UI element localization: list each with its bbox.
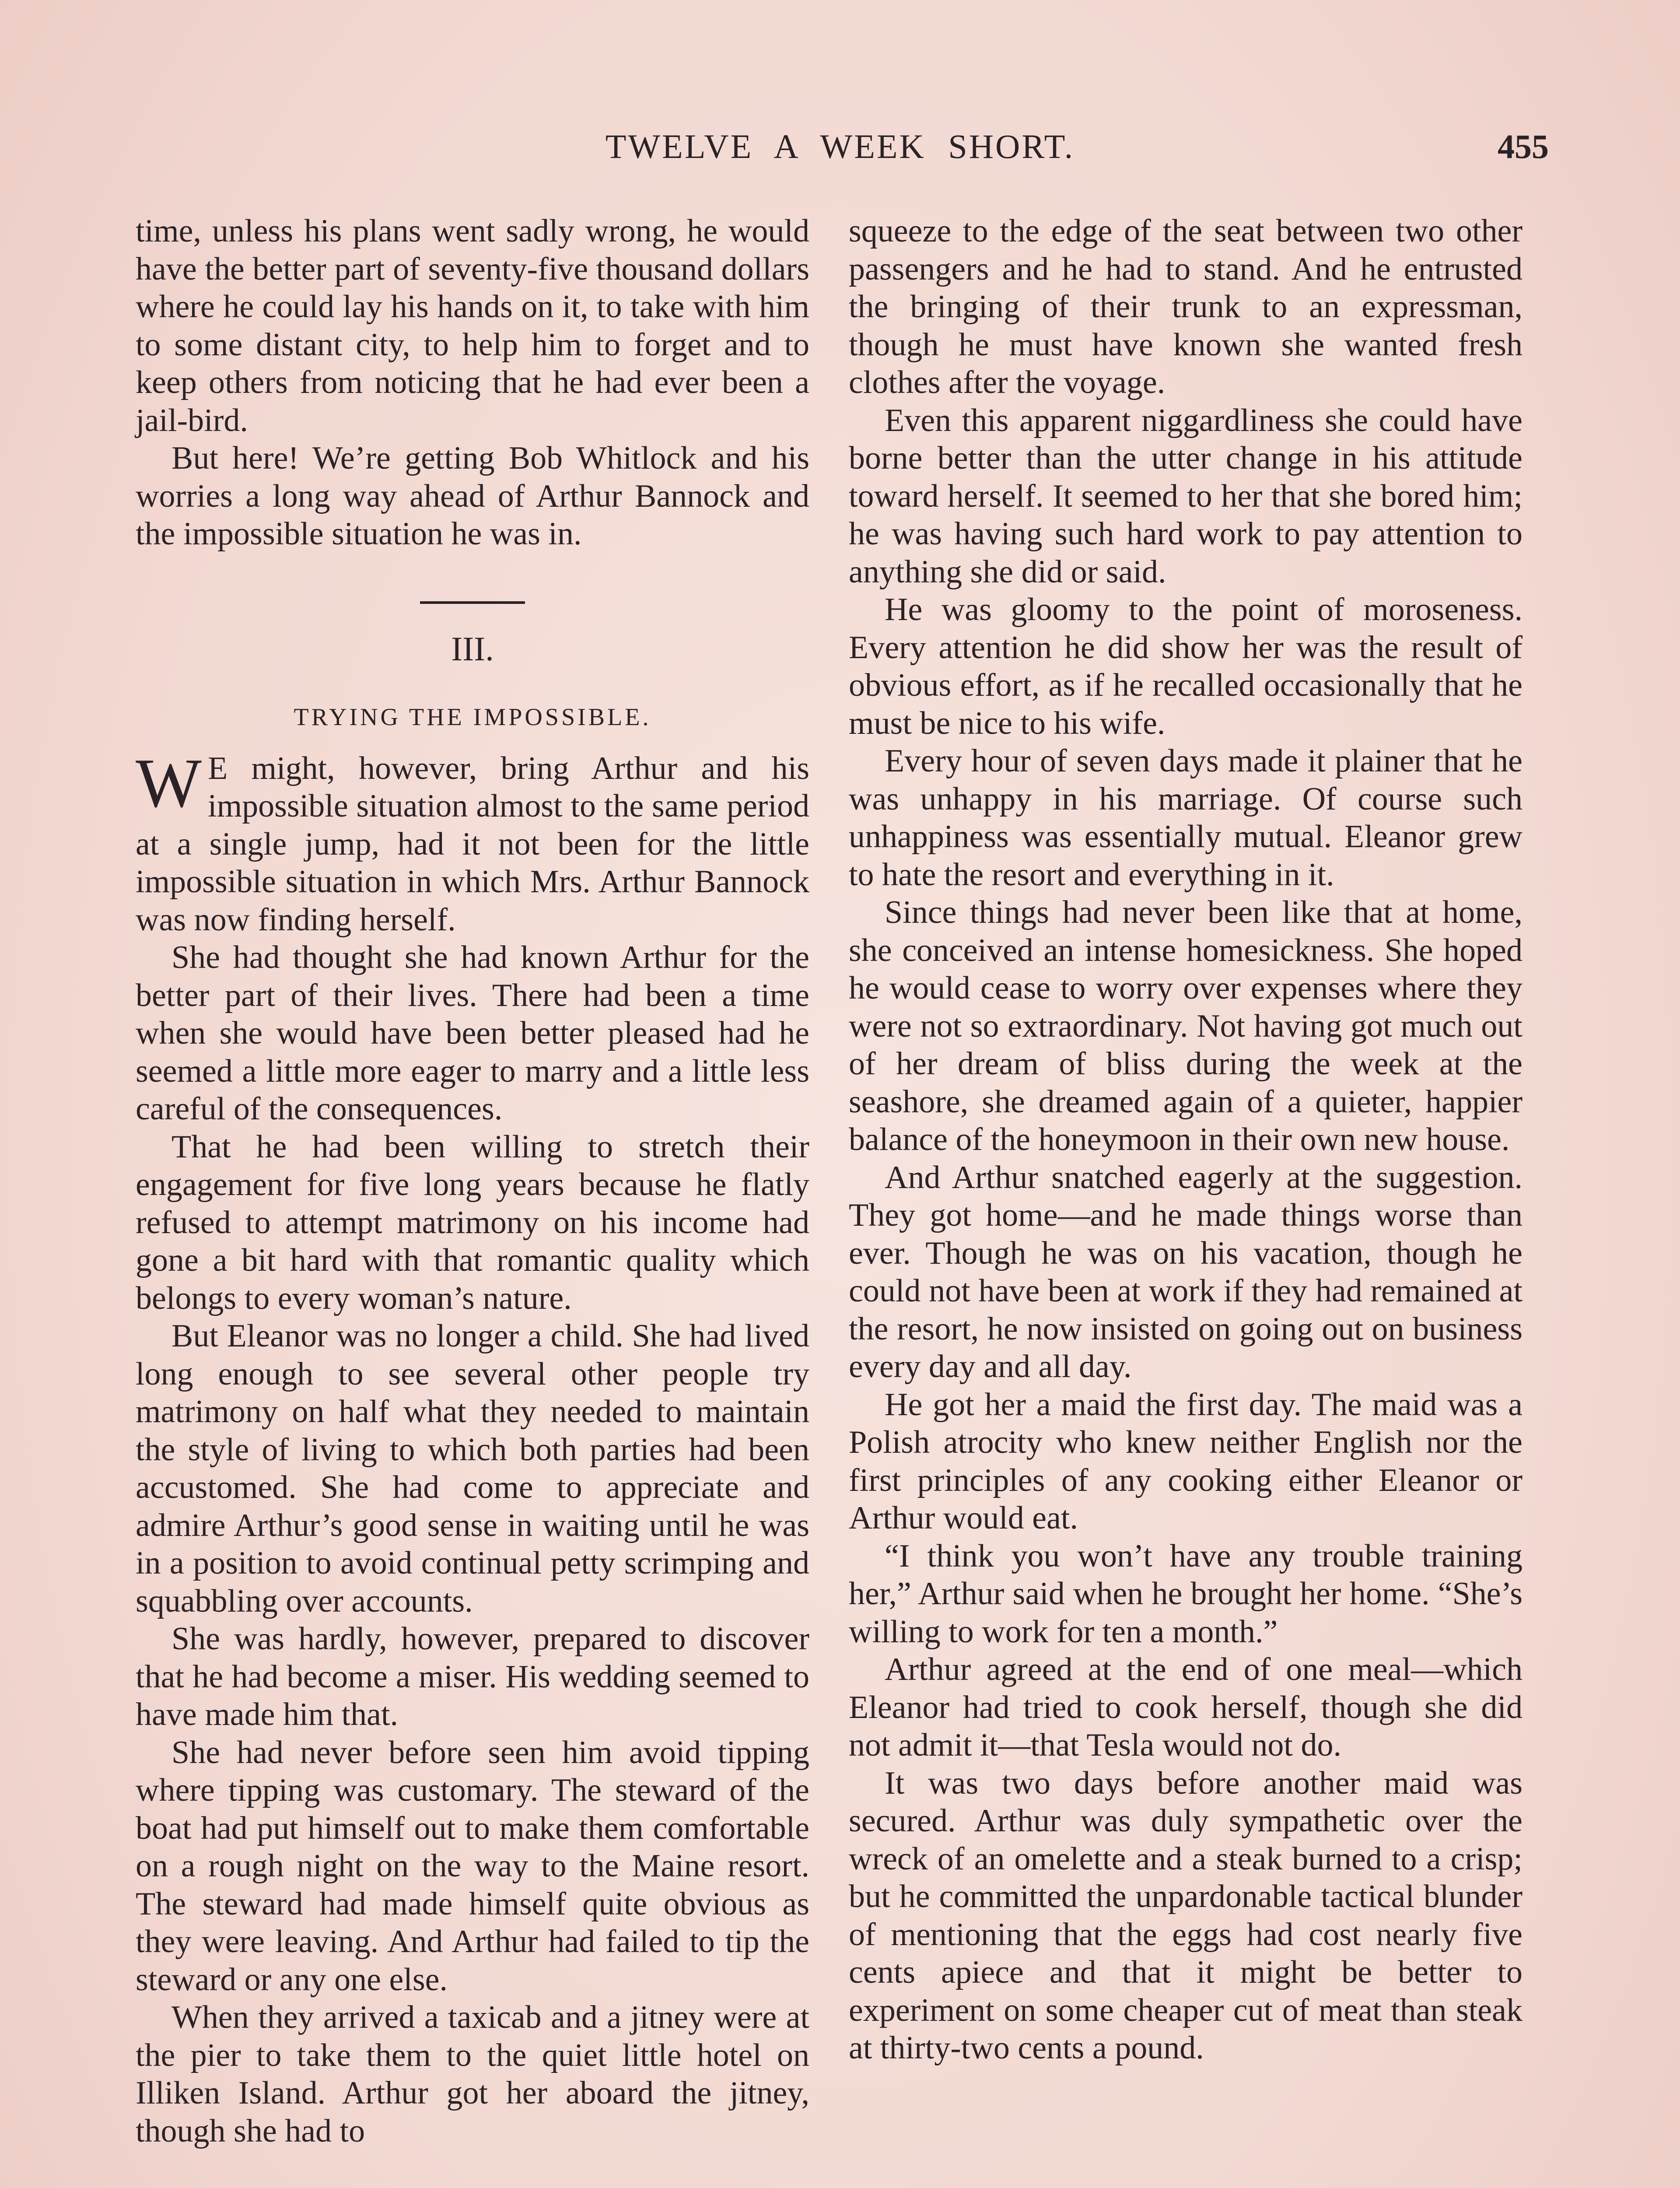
paragraph: She had thought she had known Arthur for the better part of their lives. There had been a time when she would have been better pleased had he seemed a little more eager to marry and a little less careful of the consequences.	[136, 940, 809, 1127]
left-column	[136, 212, 809, 2150]
drop-cap: W	[136, 743, 202, 822]
section-divider	[420, 601, 525, 604]
page-header	[131, 127, 1549, 179]
paragraph: Since things had never been like that at home, she conceived an intense homesickness. She hoped he would cease to worry over expenses where they were not so extraordinary. Not having got much out of her dream of bliss during the week at the seashore, she dreamed again of a quieter, happier balance of the honeymoon in their own new house.	[849, 894, 1522, 1157]
paragraph: time, unless his plans went sadly wrong, he would have the better part of seventy-five thousand dollars where he could lay his hands on it, to take with him to some distant city, to help him to forget and to keep others from noticing that he had ever been a jail-bird.	[136, 213, 809, 438]
paragraph: He got her a maid the first day. The maid was a Polish atrocity who knew neither English nor the first principles of any cooking either Eleanor or Arthur would eat.	[849, 1386, 1522, 1536]
dropcap-paragraph-text: might, however, bring Arthur and his impossible situation almost to the same period at a single jump, had it not been for the little impossible situation in which Mrs. Arthur Bannock was now finding herself.	[136, 750, 809, 938]
paragraph: He was gloomy to the point of moroseness. Every attention he did show her was the result of obvious effort, as if he recalled occasionally that he must be nice to his wife.	[849, 592, 1522, 741]
right-column	[849, 212, 1522, 2067]
section-title: TRYING THE IMPOSSIBLE.	[294, 704, 651, 731]
drop-cap-lead: E	[208, 750, 228, 786]
paragraph: Arthur agreed at the end of one meal—which Eleanor had tried to cook herself, though she did not admit it—that Tesla would not do.	[849, 1652, 1522, 1763]
running-title: TWELVE A WEEK SHORT.	[605, 127, 1075, 165]
paragraph: She was hardly, however, prepared to discover that he had become a miser. His wedding seemed to have made him that.	[136, 1621, 809, 1732]
paragraph: Every hour of seven days made it plainer that he was unhappy in his marriage. Of course such unhappiness was essentially mutual. Eleanor grew to hate the resort and everything in it.	[849, 743, 1522, 893]
paragraph: Even this apparent niggardliness she could have borne better than the utter change in his attitude toward herself. It seemed to her that she bored him; he was having such hard work to pay attention to anything she did or said.	[849, 402, 1522, 590]
paragraph: But here! We’re getting Bob Whitlock and his worries a long way ahead of Arthur Bannock and the impossible situation he was in.	[136, 440, 809, 552]
paragraph: It was two days before another maid was secured. Arthur was duly sympathetic over the wreck of an omelette and a steak burned to a crisp; but he committed the unpardonable tactical blunder of mentioning that the eggs had cost nearly five cents apiece and that it might be better to experiment on some cheaper cut of meat than steak at thirty-two cents a pound.	[849, 1765, 1522, 2066]
paragraph: She had never before seen him avoid tipping where tipping was customary. The steward of the boat had put himself out to make them comfortable on a rough night on the way to the Maine resort. The steward had made himself quite obvious as they were leaving. And Arthur had failed to tip the steward or any one else.	[136, 1734, 809, 1998]
paragraph: But Eleanor was no longer a child. She had lived long enough to see several other people try matrimony on half what they needed to maintain the style of living to which both parties had been accustomed. She had come to appreciate and admire Arthur’s good sense in waiting until he was in a position to avoid continual petty scrimping and squabbling over accounts.	[136, 1318, 809, 1619]
paragraph: squeeze to the edge of the seat between two other passengers and he had to stand. And he entrusted the bringing of their trunk to an expressman, though he must have known she wanted fresh clothes after the voyage.	[849, 213, 1522, 400]
section-numeral: III.	[451, 629, 494, 668]
paragraph: And Arthur snatched eagerly at the suggestion. They got home—and he made things worse than ever. Though he was on his vacation, though he could not have been at work if they had remained at the resort, he now insisted on going out on business every day and all day.	[849, 1159, 1522, 1385]
page-number: 455	[1498, 127, 1549, 165]
dropcap-paragraph	[136, 743, 809, 939]
paragraph: When they arrived a taxicab and a jitney were at the pier to take them to the quiet little hotel on Illiken Island. Arthur got her aboard the jitney, though she had to	[136, 1999, 809, 2149]
paragraph: That he had been willing to stretch their engagement for five long years because he flatly refused to attempt matrimony on his income had gone a bit hard with that romantic quality which belongs to every woman’s nature.	[136, 1129, 809, 1316]
paragraph: “I think you won’t have any trouble training her,” Arthur said when he brought her home. “She’s willing to work for ten a month.”	[849, 1538, 1522, 1650]
